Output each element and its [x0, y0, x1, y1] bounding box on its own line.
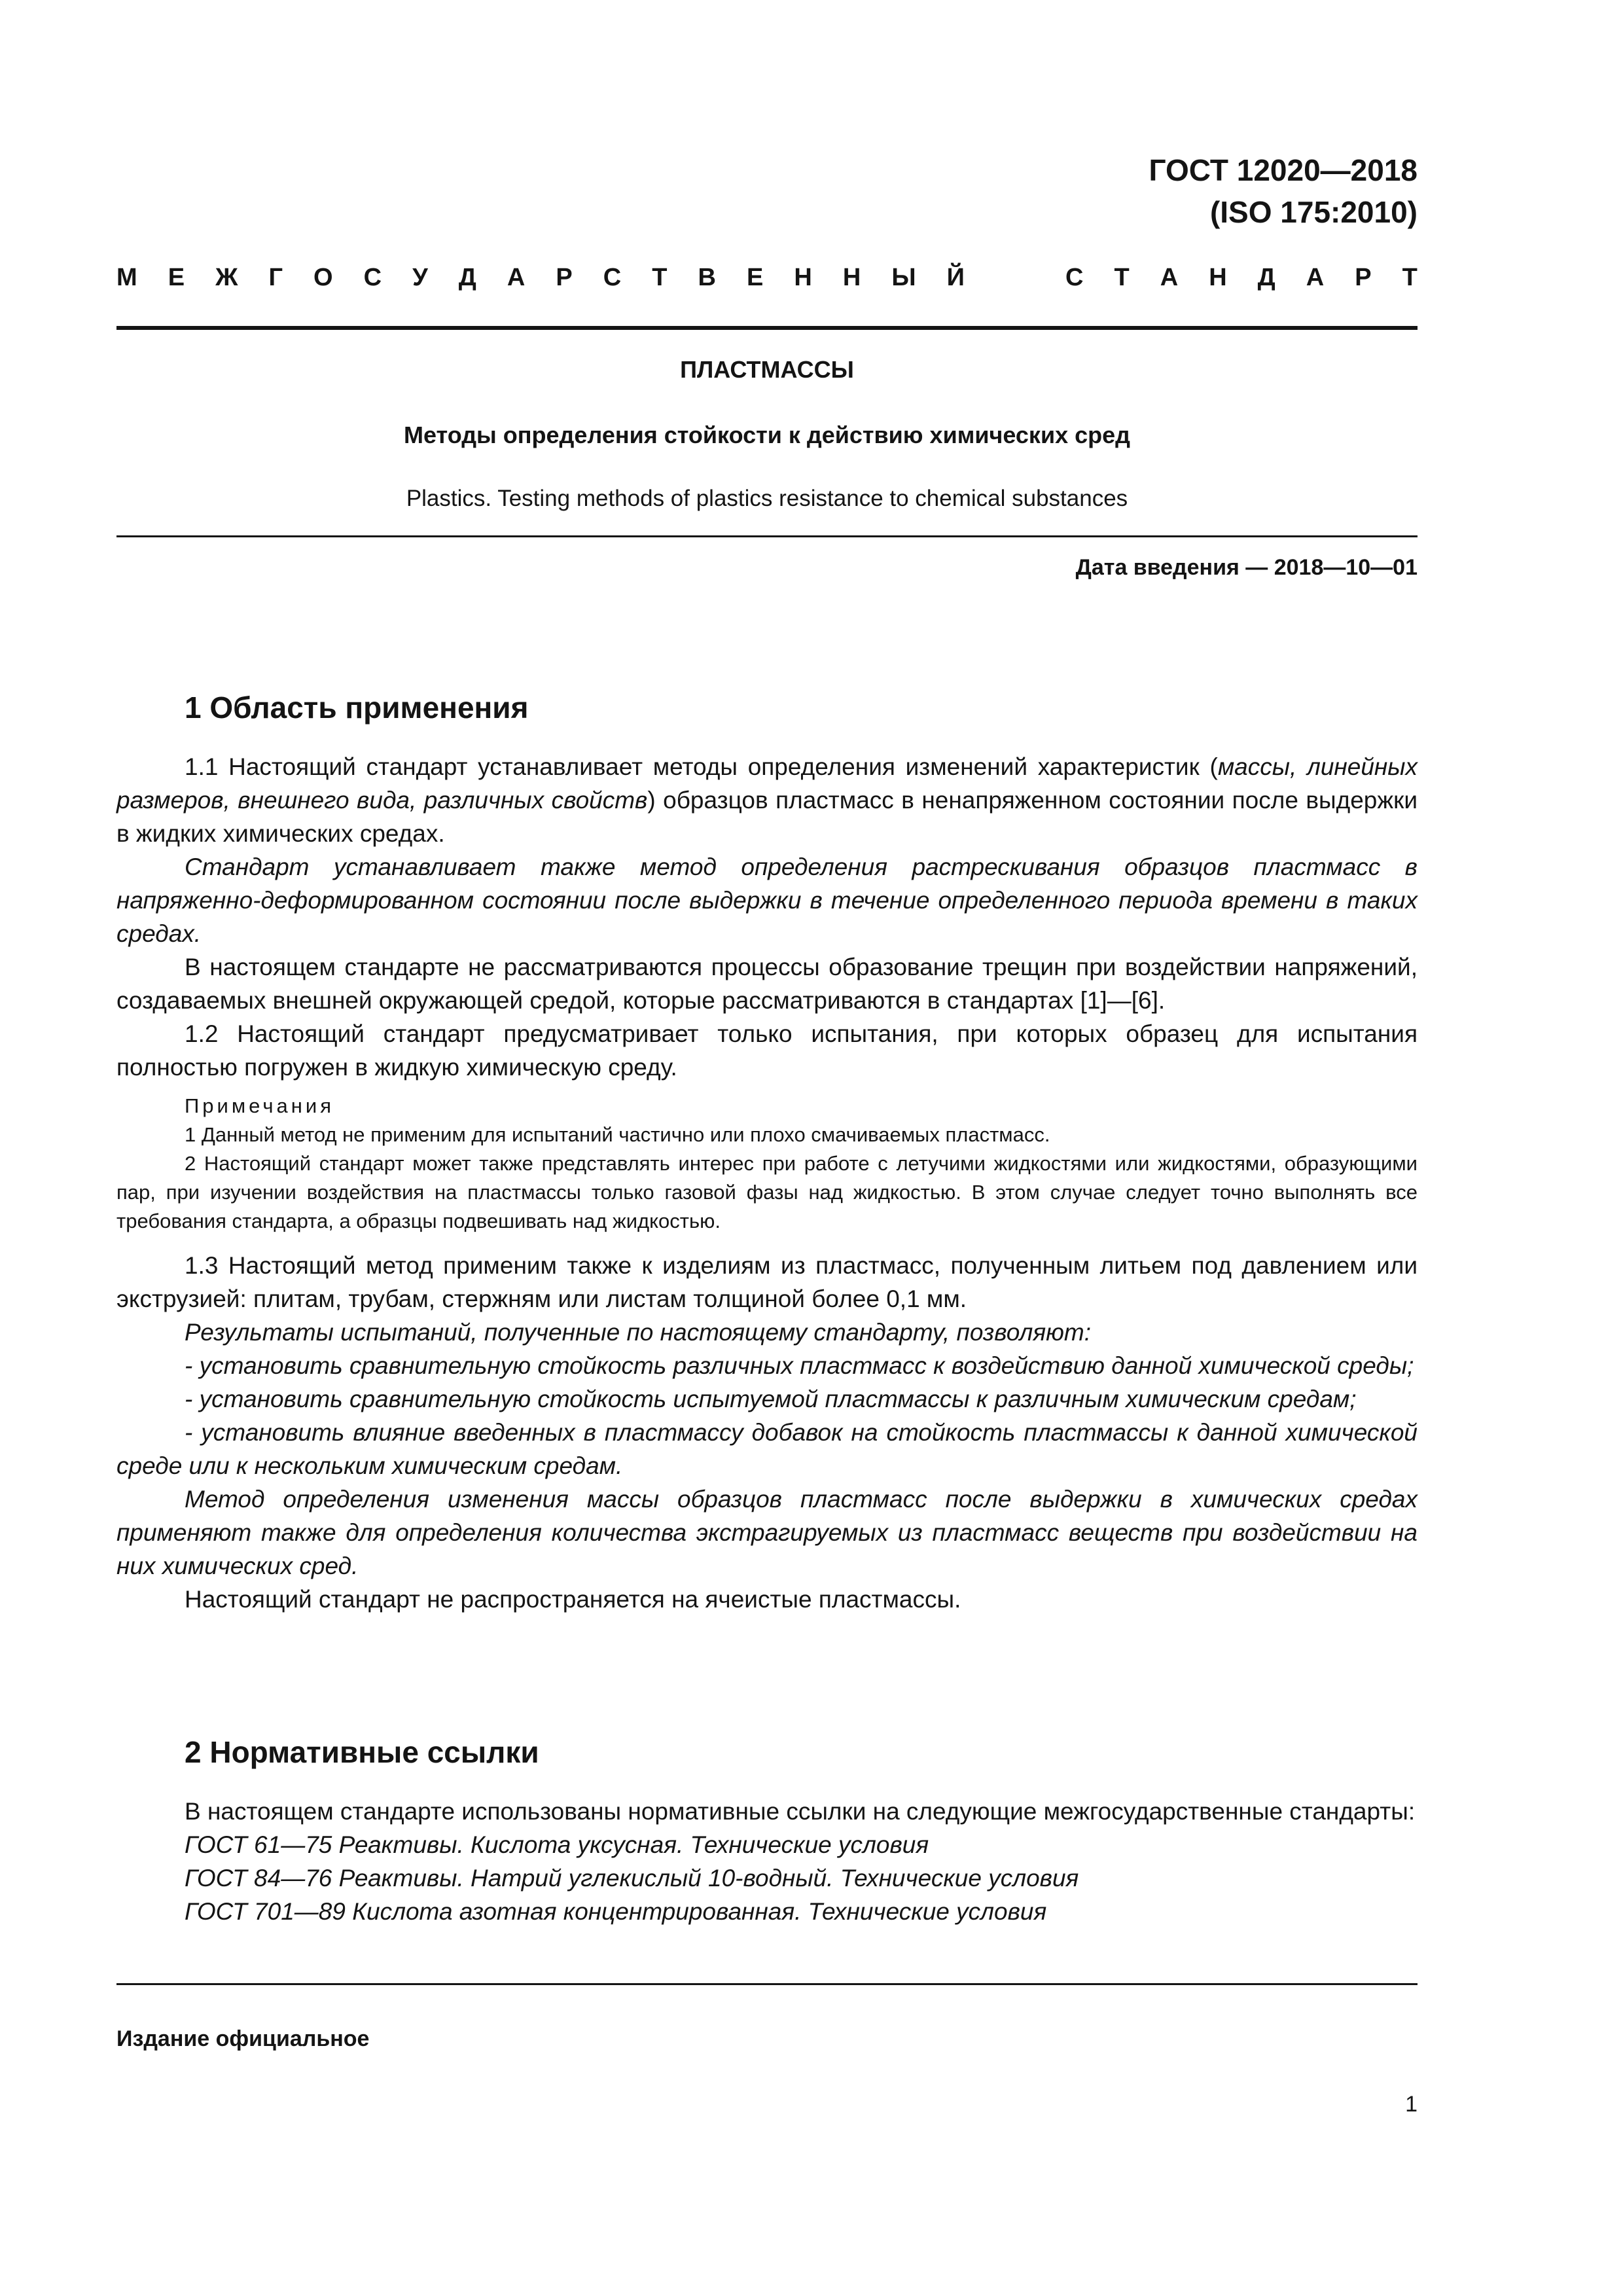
banner-letter: Т [652, 264, 668, 291]
banner-letter: Е [168, 264, 185, 291]
document-subtitle-en: Plastics. Testing methods of plastics resistance to chemical substances [406, 486, 1128, 511]
document-page [116, 0, 1418, 2296]
banner-letter: В [698, 264, 716, 291]
banner-letter: Д [1257, 264, 1275, 291]
document-subtitle-ru: Методы определения стойкости к действию химических сред [404, 422, 1130, 448]
banner-word-gap [995, 262, 1035, 293]
document-title: ПЛАСТМАССЫ [680, 356, 854, 383]
list-item: - установить сравнительную стойкость испытуемой пластмассы к различным химическим средам; [185, 1386, 1357, 1412]
paragraph-1-1: 1.1 Настоящий стандарт устанавливает методы определения изменений характеристик (массы, линейных размеров, внешнего вида, различных свойств) образцов пластмасс в ненапряженном состоянии после выдержки в жидких химических средах. [116, 753, 1418, 847]
reference-item: ГОСТ 84—76 Реактивы. Натрий углекислый 10-водный. Технические условия [185, 1865, 1079, 1892]
introduction-date: Дата введения — 2018—10—01 [1075, 555, 1418, 580]
footer-rule [116, 1983, 1418, 1985]
banner-letter: А [507, 264, 526, 291]
paragraph-1-3: 1.3 Настоящий метод применим также к изделиям из пластмасс, полученным литьем под давлением или экструзией: плитам, трубам, стержням или листам толщиной более 0,1 мм. [116, 1252, 1418, 1312]
banner-letter: С [363, 264, 382, 291]
banner-letter: Г [268, 264, 283, 291]
banner-letter: А [1306, 264, 1325, 291]
standard-code: ГОСТ 12020—2018 [1149, 153, 1418, 187]
standard-code-block [1149, 149, 1418, 233]
section-1-body-b [116, 1249, 1418, 1616]
paragraph: Метод определения изменения массы образцов пластмасс после выдержки в химических средах применяют также для определения количества экстрагируемых из пластмасс веществ при воздействии на них химических сред. [116, 1486, 1418, 1579]
banner-letter: О [313, 264, 333, 291]
reference-item: ГОСТ 61—75 Реактивы. Кислота уксусная. Технические условия [185, 1831, 929, 1858]
paragraph-1-2: 1.2 Настоящий стандарт предусматривает только испытания, при которых образец для испытания полностью погружен в жидкую химическую среду. [116, 1020, 1418, 1081]
banner-letter: Т [1402, 264, 1418, 291]
banner-letter: Н [842, 264, 861, 291]
header-rule [116, 326, 1418, 330]
paragraph: В настоящем стандарте не рассматриваются процессы образование трещин при воздействии напряжений, создаваемых внешней окружающей средой, которые рассматриваются в стандартах [1]—[6]. [116, 954, 1418, 1014]
banner-letter: С [603, 264, 622, 291]
banner-letter: Н [1209, 264, 1227, 291]
section-2-body [116, 1795, 1418, 1928]
banner-letter: С [1065, 264, 1084, 291]
reference-item: ГОСТ 701—89 Кислота азотная концентрированная. Технические условия [185, 1898, 1047, 1925]
page-number: 1 [1405, 2092, 1418, 2117]
banner-letter: М [116, 264, 137, 291]
banner-letter: Н [794, 264, 812, 291]
list-item: - установить влияние введенных в пластмассу добавок на стойкость пластмассы к данной химической среде или к нескольким химическим средам. [116, 1419, 1418, 1479]
paragraph: Настоящий стандарт не распространяется на ячеистые пластмассы. [185, 1586, 961, 1613]
paragraph: Стандарт устанавливает также метод определения растрескивания образцов пластмасс в напряженно-деформированном состоянии после выдержки в течение определенного периода времени в таких средах. [116, 853, 1418, 947]
banner-letter: Р [556, 264, 573, 291]
banner-letter: Ы [891, 264, 916, 291]
banner-letter: Ж [215, 264, 238, 291]
note: 1 Данный метод не применим для испытаний частично или плохо смачиваемых пластмасс. [185, 1123, 1050, 1146]
notes-heading: Примечания [185, 1094, 334, 1117]
iso-code: (ISO 175:2010) [1209, 195, 1418, 229]
banner-letter: У [412, 264, 428, 291]
note: 2 Настоящий стандарт может также представлять интерес при работе с летучими жидкостями или жидкостями, образующими пар, при изучении воздействия на пластмассы только газовой фазы над жидкостью. В этом случае следует точно выполнять все требования стандарта, а образцы подвешивать над жидкостью. [116, 1152, 1418, 1232]
banner-letter: Д [458, 264, 476, 291]
list-item: - установить сравнительную стойкость различных пластмасс к воздействию данной химической среды; [185, 1352, 1414, 1379]
official-edition-label: Издание официальное [116, 2026, 370, 2051]
banner-letter: Р [1355, 264, 1372, 291]
section-1-heading: 1 Область применения [185, 691, 529, 725]
banner-letter: А [1160, 264, 1179, 291]
banner-letter: Е [747, 264, 764, 291]
paragraph: Результаты испытаний, полученные по настоящему стандарту, позволяют: [185, 1319, 1092, 1346]
banner-letter: Т [1114, 264, 1130, 291]
section-1-body-a [116, 750, 1418, 1084]
section-2-heading: 2 Нормативные ссылки [185, 1735, 539, 1769]
title-rule [116, 535, 1418, 537]
banner-letter: Й [946, 264, 965, 291]
notes-block [116, 1092, 1418, 1236]
interstate-standard-banner [116, 262, 1418, 293]
paragraph: В настоящем стандарте использованы нормативные ссылки на следующие межгосударственные стандарты: [185, 1798, 1416, 1825]
